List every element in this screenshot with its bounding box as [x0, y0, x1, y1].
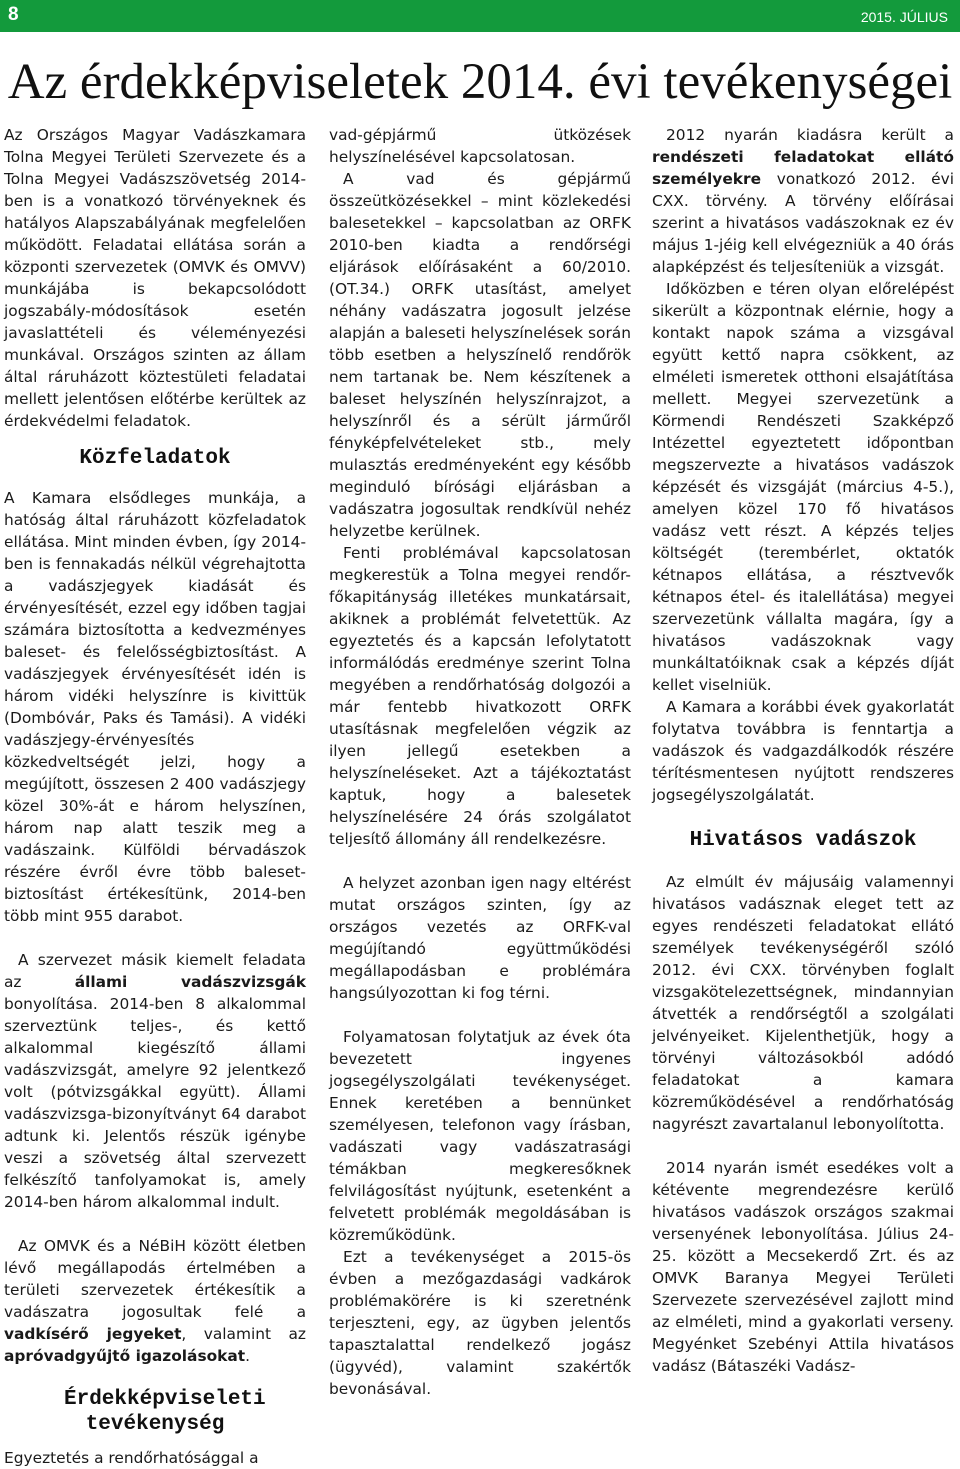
header-bar [0, 0, 960, 32]
page-number: 8 [8, 4, 19, 25]
section-heading-kozfeladatok: Közfeladatok [79, 447, 231, 470]
column-1 [4, 124, 306, 1469]
article-headline: Az érdekképviseletek 2014. évi tevékenységei [7, 54, 953, 110]
paragraph: Fenti problémával kapcsolatosan megkerestük a Tolna megyei rendőr-főkapitányság illetékes munkatársait, akiknek a problémát felvetettük. Az egyeztetés és a kapcsán lefolytatott informálódás eredménye szerint Tolna megyében a rendőrhatóság dolgozói a már fentebb hivatkozott ORFK utasításnak megfelelően végzik az ilyen jellegű esetekben a helyszíneléseket. Azt a tájékoztatást kaptuk, hogy a balesetek helyszínelésére 24 órás szolgálatot teljesítő állomány áll rendelkezésre. [329, 544, 631, 848]
column-3 [652, 124, 954, 1377]
section-heading-erdekkepviseleti: Érdekképviseleti tevékenység [64, 1388, 266, 1436]
paragraph: A vad és gépjármű összeütközésekkel – mint közlekedési balesetekkel – kapcsolatban az ORFK 2010-ben kiadta a rendőrségi eljárások előírásaként a 60/2010. (OT.34.) ORFK utasítást, amelyet néhány vadászatra jogosult jelzése alapján a baleseti helyszínelések során több esetben a helyszínelő rendőrök nem tartanak be. Nem készítenek a baleset helyszínén helyszínrajzot, a helyszínről és a sérült járműről fényképfelvételeket stb., mely mulasztás eredményeként egy később meginduló bírósági eljárásban a vadászatra jogosultak rendkívül nehéz helyzetbe kerülnek. [329, 170, 631, 540]
paragraph: Folyamatosan folytatjuk az évek óta bevezetett ingyenes jogsegélyszolgálati tevékenységet. Ennek keretében a bennünket személyesen, telefonon vagy írásban, vadászati vagy vadászatrasági témákban megkeresőknek felvilágosítást nyújtunk, esetenként a felvetett problémák megoldásában is közreműködünk. [329, 1028, 631, 1244]
paragraph: 2014 nyarán ismét esedékes volt a kétévente megrendezésre kerülő hivatásos vadászok országos szakmai versenyének lebonyolítása. Július 24-25. között a Mecsekerdő Zrt. és az OMVK Baranya Megyei Területi Szervezete szervezésével zajlott mind az elméleti, mind a gyakorlati verseny. Megyénket Szebényi Attila hivatásos vadász (Bátaszéki Vadász- [652, 1159, 954, 1375]
paragraph: Időközben e téren olyan előrelépést sikerült a központnak elérnie, hogy a kontakt napok száma a vizsgával együtt kettő napra csökkent, az elméleti ismeretek otthoni elsajátítása mellett. Megyei szervezetünk a Körmendi Rendészeti Szakképző Intézettel egyeztetett időpontban megszervezte a hivatásos vadászok képzését és vizsgáját (március 4-5.), amelyen közel 170 fő hivatásos vadász vett részt. A képzés teljes költségét (terembérlet, oktatók kétnapos ellátása, a résztvevők kétnapos étel- és italellátása) megyei szervezetünk vállalta magára, így a hivatásos vadászoknak vagy munkáltatóiknak csak a képzés díját kellet viselniük. [652, 280, 954, 694]
paragraph: A helyzet azonban igen nagy eltérést mutat országos szinten, így az országos vezetés az ORFK-val megújítandó együttműködési megállapodásban e problémára hangsúlyozottan ki fog térni. [329, 874, 631, 1002]
paragraph: A szervezet másik kiemelt feladata az állami vadászvizsgák bonyolítása. 2014-ben 8 alkalommal szerveztünk teljes-, és kettő alkalommal kiegészítő állami vadászvizsgát, amelyre 92 jelentkező volt (pótvizsgákkal együtt). Állami vadászvizsga-bizonyítványt 64 darabot adtunk ki. Jelentős részük igénybe veszi a szövetség által szervezett felkészítő tanfolyamokat is, amely 2014-ben három alkalommal indult. [4, 951, 306, 1211]
paragraph: Egyeztetés a rendőrhatósággal a [4, 1449, 259, 1467]
paragraph: 2012 nyarán kiadásra került a rendészeti feladatokat ellátó személyekre vonatkozó 2012. évi CXX. törvény. A törvény előírásai szerint a hivatásos vadászoknak ez év május 1-jéig kell elvégezniük a 40 órás alapképzést és teljesíteniük a vizsgát. [652, 126, 954, 276]
issue-date: 2015. JÚLIUS [860, 9, 948, 25]
paragraph: vad-gépjármű ütközések helyszínelésével kapcsolatosan. [329, 126, 631, 166]
paragraph: Az OMVK és a NéBiH között életben lévő megállapodás értelmében a területi szervezetek értékesítik a vadászatra jogosultak felé a vadkísérő jegyeket, valamint az apróvadgyűjtő igazolásokat. [4, 1237, 306, 1365]
paragraph: A Kamara elsődleges munkája, a hatóság által ráruházott közfeladatok ellátása. Mint minden évben, így 2014-ben is fennakadás nélkül végrehajtotta a vadászjegyek kiadását és érvényesítését, ezzel egy időben tagjai számára biztosította a kedvezményes baleset- és felelősségbiztosítást. A vadászjegyek érvényesítését idén is három vidéki helyszínre is kivittük (Dombóvár, Paks és Tamási). A vidéki vadászjegy-érvényesítés közkedveltségét jelzi, hogy a megújított, összesen 2 400 vadászjegy közel 30%-át e három helyszínen, három nap alatt teszik meg a vadászaink. Külföldi bérvadászok részére évről évre több baleset-biztosítást értékesítünk, 2014-ben több mint 955 darabot. [4, 489, 306, 925]
paragraph: A Kamara a korábbi évek gyakorlatát folytatva továbbra is fenntartja a vadászok és vadgazdálkodók részére térítésmentesen nyújtott rendszeres jogsegélyszolgálatát. [652, 698, 954, 804]
paragraph: Ezt a tevékenységet a 2015-ös évben a mezőgazdasági vadkárok problémakörére is ki szeretnénk terjeszteni, egy, az ügyben jelentős tapasztalattal rendelkező jogász (ügyvéd), valamint szakértők bevonásával. [329, 1248, 631, 1398]
paragraph: Az elmúlt év májusáig valamennyi hivatásos vadásznak eleget tett az egyes rendészeti feladatokat ellátó személyek tevékenységéről szóló 2012. évi CXX. törvényben foglalt vizsgakötelezettségnek, mindannyian átvették a rendőrségtől a szolgálati jelvényeiket. Kijelenthetjük, hogy a törvényi változásokból adódó feladatokat a kamara közreműködésével a rendőrhatóság nagyrészt zavartalanul lebonyolította. [652, 873, 954, 1133]
section-heading-hivatasos: Hivatásos vadászok [689, 829, 917, 852]
intro-paragraph: Az Országos Magyar Vadászkamara Tolna Megyei Területi Szervezete és a Tolna Megyei Vadászszövetség 2014-ben is a vonatkozó törvényeknek és hatályos Alapszabályának megfelelően működött. Feladatai ellátása során a központi szervezetek (OMVK és OMVV) munkájába is bekapcsolódott jogszabály-módosítások esetén javaslattételi és véleményezési munkával. Országos szinten az állam által ráruházott köztestületi feladatai mellett jelentősen előtérbe kerültek az érdekvédelmi feladatok. [4, 126, 306, 430]
column-2 [329, 124, 631, 1400]
